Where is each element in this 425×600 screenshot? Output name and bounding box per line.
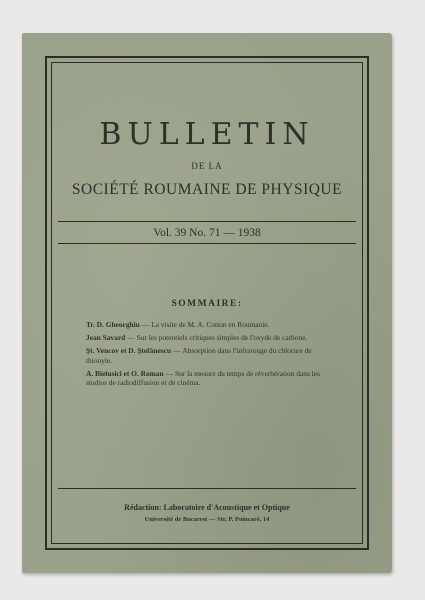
entry-title: Absorption dans l'infrarouge du chlorure de thionyle. — [86, 346, 312, 365]
sommaire-entry — [86, 333, 332, 342]
sommaire-entry — [86, 320, 332, 329]
sommaire-list — [86, 320, 332, 391]
society-name: SOCIÉTÉ ROUMAINE DE PHYSIQUE — [71, 181, 343, 198]
sommaire-entry — [86, 346, 332, 364]
entry-separator: — — [127, 333, 135, 343]
entry-authors: A. Bielusici et O. Roman — [86, 368, 164, 378]
entry-title: Sur les potentiels critiques simples de l'oxyde de carbone. — [136, 333, 308, 343]
sommaire-entry — [86, 369, 332, 387]
entry-separator: — — [173, 346, 181, 356]
inner-border-frame — [51, 62, 363, 544]
entry-authors: Jean Savard — [86, 333, 126, 343]
divider-under-volume — [58, 243, 356, 244]
entry-title: La visite de M. A. Cotton en Roumanie. — [151, 320, 270, 329]
title-preposition: DE LA — [191, 161, 223, 171]
bulletin-cover — [22, 33, 392, 573]
address-line: Université de Bucarest — Str. P. Poincaré, 14 — [144, 516, 270, 523]
entry-authors: Şt. Vencov et D. Ştefănescu — [86, 346, 171, 356]
divider-footer — [58, 488, 356, 489]
entry-authors: Tr. D. Gheorghiu — [86, 320, 140, 329]
divider-top — [58, 221, 356, 222]
entry-title: Sur la mesure du temps de réverbération dans les studios de radiodiffusion et de cinéma. — [86, 368, 320, 388]
outer-border-frame — [45, 56, 369, 550]
entry-separator: — — [141, 320, 150, 329]
entry-separator: — — [165, 368, 173, 378]
bulletin-title: BULLETIN — [99, 117, 315, 152]
sommaire-heading: SOMMAIRE: — [171, 299, 243, 309]
volume-line: Vol. 39 No. 71 — 1938 — [153, 227, 261, 239]
redaction-line: Rédaction: Laboratoire d'Acoustique et Optique — [124, 503, 290, 512]
